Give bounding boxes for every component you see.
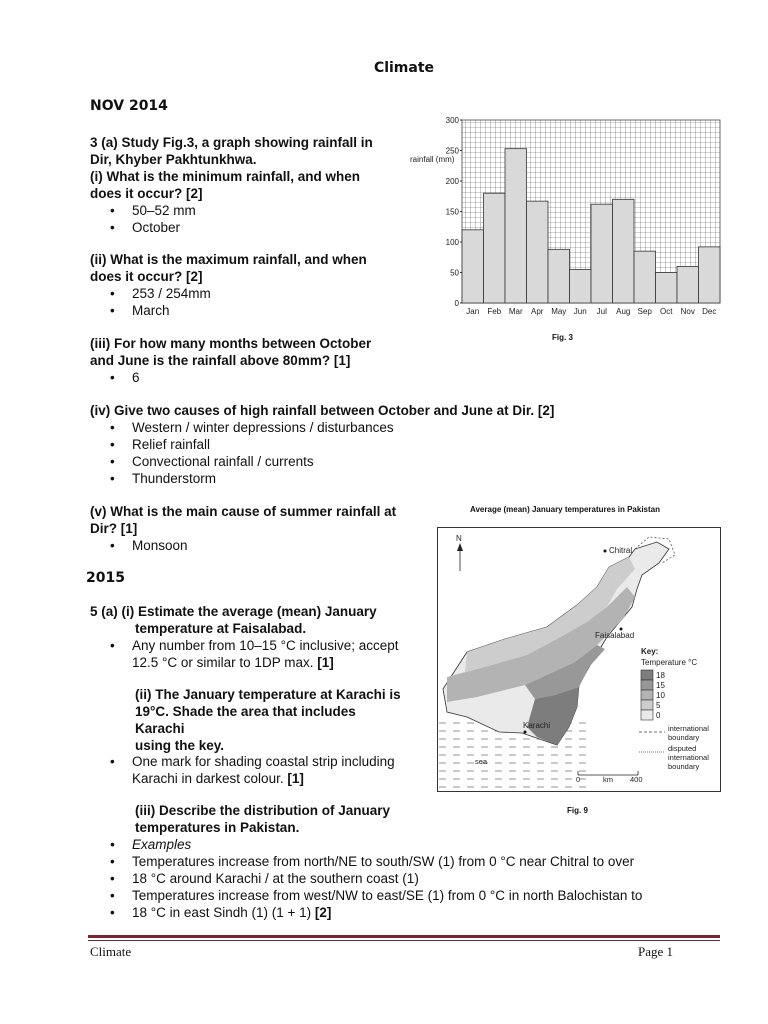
question-text: temperature at Faisalabad.	[135, 621, 307, 636]
y-tick-label: 100	[445, 238, 459, 247]
legend-disputed-text: disputed	[668, 744, 697, 753]
question-text: 5 (a) (i) Estimate the average (mean) January	[90, 604, 377, 619]
scale-label-km: km	[603, 775, 613, 784]
answer-list	[108, 419, 690, 487]
key-value: 10	[656, 691, 665, 700]
answer-text: 18 °C in east Sindh (1) (1 + 1)	[132, 905, 312, 920]
x-tick-label: Apr	[531, 307, 544, 316]
bar-dec	[699, 247, 721, 303]
answer-text: 12.5 °C or similar to 1DP max.	[132, 655, 314, 670]
key-value: 18	[656, 671, 665, 680]
question-3a-v	[90, 503, 420, 554]
karachi-dot	[524, 731, 527, 734]
footer-rule	[88, 935, 720, 938]
answer-item: • Thunderstorm	[108, 470, 690, 487]
x-tick-label: Oct	[660, 307, 673, 316]
bar-jan	[462, 230, 484, 303]
key-title: Key:	[641, 647, 659, 656]
key-value: 0	[656, 711, 661, 720]
question-text: temperatures in Pakistan.	[135, 820, 300, 835]
map-title: Average (mean) January temperatures in Pakistan	[470, 505, 661, 514]
bar-sep	[634, 251, 656, 303]
question-text: using the key.	[135, 738, 225, 753]
x-tick-label: Feb	[487, 307, 502, 316]
key-swatch	[641, 700, 653, 710]
answer-list	[108, 202, 400, 236]
y-tick-label: 50	[450, 268, 459, 278]
place-label-faisalabad: Faisalabad	[595, 631, 635, 640]
key-subtitle: Temperature °C	[641, 658, 698, 667]
chart-caption: Fig. 3	[552, 333, 573, 342]
sea-label: sea	[475, 757, 488, 766]
answer-item	[108, 637, 420, 671]
legend-intl-text: boundary	[668, 733, 700, 742]
answer-item: • October	[108, 219, 400, 236]
mark: [1]	[317, 655, 334, 670]
place-label-chitral: Chitral	[609, 546, 633, 555]
answer-item: • Examples	[108, 836, 728, 853]
legend-disputed-text: international	[668, 753, 709, 762]
bar-may	[548, 249, 570, 303]
question-text: Dir, Khyber Pakhtunkhwa.	[90, 152, 257, 167]
question-text: (i) What is the minimum rainfall, and when	[90, 169, 361, 184]
answer-text: Any number from 10–15 °C inclusive; accept	[132, 638, 399, 653]
y-tick-label: 150	[445, 207, 459, 217]
answer-item: • 6	[108, 369, 400, 386]
answer-item	[108, 753, 428, 787]
x-ticks-group	[466, 307, 716, 316]
north-label: N	[456, 534, 462, 543]
section-heading-nov-2014: NOV 2014	[90, 98, 168, 114]
answer-item: • Relief rainfall	[108, 436, 690, 453]
bar-feb	[484, 193, 506, 303]
answer-item: • March	[108, 302, 400, 319]
section-heading-2015: 2015	[86, 570, 125, 586]
y-tick-label: 300	[445, 116, 459, 125]
map-caption: Fig. 9	[567, 806, 588, 815]
footer-left: Climate	[90, 944, 132, 959]
x-tick-label: Sep	[637, 307, 652, 316]
page-title: Climate	[373, 60, 435, 76]
answer-item: • Temperatures increase from north/NE to south/SW (1) from 0 °C near Chitral to over	[108, 853, 728, 870]
footer-rule	[88, 940, 720, 941]
x-tick-label: Nov	[680, 307, 695, 316]
x-tick-label: Jun	[573, 307, 587, 316]
question-text: (iii) For how many months between October	[90, 336, 372, 351]
answer-text: Karachi in darkest colour.	[132, 771, 284, 786]
question-text: (v) What is the main cause of summer rainfall at	[90, 504, 397, 519]
answer-list	[108, 836, 728, 921]
bar-mar	[505, 149, 527, 303]
answer-item: • Monsoon	[108, 537, 420, 554]
key-swatch	[641, 670, 653, 680]
question-text: Karachi	[135, 721, 185, 736]
y-axis-label: rainfall (mm)	[410, 155, 455, 164]
bar-jun	[570, 269, 592, 303]
answer-text: One mark for shading coastal strip including	[132, 754, 395, 769]
answer-list	[108, 637, 420, 671]
x-tick-label: Mar	[508, 307, 523, 316]
question-3a-iv	[90, 402, 690, 487]
bar-aug	[613, 199, 635, 303]
key-swatch	[641, 680, 653, 690]
question-text: does it occur? [2]	[90, 186, 203, 201]
answer-item: • 18 °C around Karachi / at the southern coast (1)	[108, 870, 728, 887]
question-5a-i	[90, 603, 420, 671]
question-text: 3 (a) Study Fig.3, a graph showing rainfall in	[90, 135, 373, 150]
legend-intl-text: international	[668, 724, 709, 733]
bar-oct	[656, 273, 678, 304]
x-tick-label: Dec	[702, 307, 717, 316]
x-tick-label: Jul	[596, 307, 607, 316]
key-value: 15	[656, 681, 665, 690]
question-text: and June is the rainfall above 80mm? [1]	[90, 353, 351, 368]
answer-item	[108, 904, 728, 921]
y-ticks-group	[446, 116, 462, 308]
key-swatch	[641, 710, 653, 720]
question-text: Dir? [1]	[90, 521, 138, 536]
question-3a-ii	[90, 251, 400, 319]
y-tick-label: 0	[454, 299, 459, 308]
answer-item: • Temperatures increase from west/NW to east/SE (1) from 0 °C in north Balochistan to	[108, 887, 728, 904]
x-tick-label: Jan	[466, 307, 480, 316]
question-5a-iii	[135, 802, 435, 836]
place-label-karachi: Karachi	[523, 721, 551, 730]
answer-list	[108, 537, 420, 554]
answer-list	[108, 753, 428, 787]
mark: [2]	[314, 905, 332, 920]
footer-page-number: Page 1	[638, 944, 674, 959]
question-3a-iii	[90, 335, 400, 386]
question-3a	[90, 134, 400, 236]
x-tick-label: May	[551, 307, 567, 316]
answer-item: • Western / winter depressions / disturbances	[108, 419, 690, 436]
key-swatch	[641, 690, 653, 700]
key-value: 5	[656, 701, 661, 710]
scale-label-0: 0	[576, 775, 581, 784]
scale-label-400: 400	[630, 775, 643, 784]
bar-jul	[591, 204, 613, 303]
answer-list	[108, 285, 400, 319]
answer-item: • 50–52 mm	[108, 202, 400, 219]
question-text: (ii) The January temperature at Karachi is	[135, 687, 401, 702]
answer-item: • 253 / 254mm	[108, 285, 400, 302]
bar-nov	[677, 266, 699, 303]
y-tick-label: 200	[445, 177, 459, 186]
question-5a-ii	[135, 686, 425, 754]
chitral-dot	[604, 550, 607, 553]
temperature-map	[437, 527, 721, 792]
bar-apr	[527, 201, 549, 303]
question-text: 19°C. Shade the area that includes	[135, 704, 356, 719]
question-text: (ii) What is the maximum rainfall, and when	[90, 252, 367, 267]
question-text: (iii) Describe the distribution of January	[135, 803, 391, 818]
legend-disputed-text: boundary	[668, 762, 700, 771]
question-text: (iv) Give two causes of high rainfall between October and June at Dir. [2]	[90, 403, 555, 418]
rainfall-chart	[405, 112, 730, 347]
question-text: does it occur? [2]	[90, 269, 203, 284]
x-tick-label: Aug	[616, 307, 631, 316]
y-tick-label: 250	[445, 146, 459, 156]
mark: [1]	[287, 771, 304, 786]
answer-list	[108, 369, 400, 386]
answer-item: • Convectional rainfall / currents	[108, 453, 690, 470]
